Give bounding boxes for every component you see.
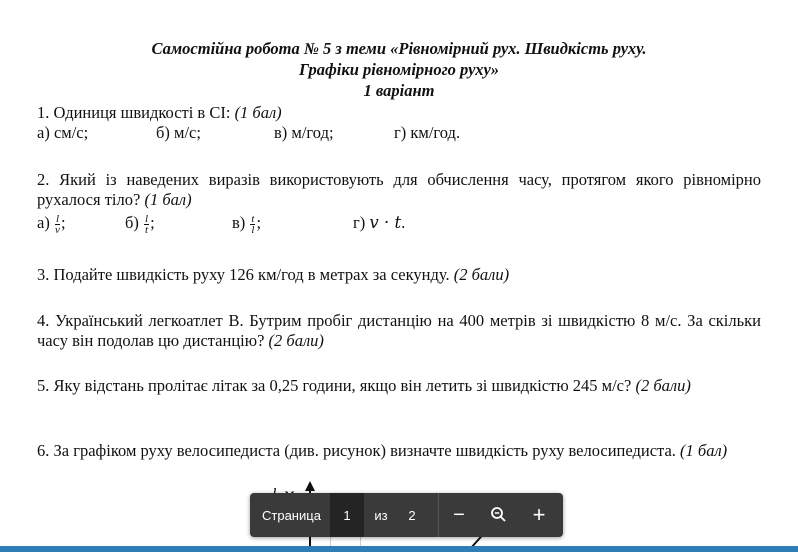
question-3 (37, 265, 761, 285)
question-3-points: (2 бали) (453, 265, 510, 284)
option-c: в) м/год; (274, 123, 334, 142)
question-2-options (37, 210, 761, 236)
zoom-in-button[interactable] (519, 493, 559, 537)
page-label: Страница (262, 507, 321, 523)
question-4-points: (2 бали) (268, 331, 324, 350)
pdf-toolbar (250, 493, 563, 537)
plus-icon: + (532, 502, 546, 527)
option-d: г) км/год. (394, 123, 461, 142)
of-label: из (374, 507, 388, 523)
option-a: а) см/с; (37, 123, 89, 142)
question-5-text: 5. Яку відстань пролітає літак за 0,25 години, якщо він летить зі швидкістю 245 м/с? (37, 376, 636, 395)
zoom-reset-button[interactable] (479, 493, 519, 537)
option-c: в) $\frac{t}{l}$ ; (232, 212, 262, 236)
question-6-points: (1 бал) (680, 441, 728, 460)
question-2-text: 2. Який із наведених виразів використовують для обчислення часу, протягом якого рівномірно рухалося тіло? (37, 170, 761, 209)
current-page-input[interactable]: 1 (330, 493, 364, 537)
question-4 (37, 311, 761, 351)
minus-icon: − (453, 503, 465, 526)
question-6-text: 6. За графіком руху велосипедиста (див. рисунок) визначте швидкість руху велосипедиста. (37, 441, 681, 460)
question-3-text: 3. Подайте швидкість руху 126 км/год в метрах за секунду. (37, 265, 454, 284)
question-1 (37, 103, 761, 143)
total-pages: 2 (408, 507, 416, 523)
magnifier-icon (490, 506, 508, 524)
title-line-1: Самостійна робота № 5 з теми «Рівномірний рух. Швидкість руху. (151, 39, 647, 58)
viewer-bottom-bar (0, 546, 798, 552)
question-6 (37, 441, 761, 461)
question-2-points: (1 бал) (144, 190, 192, 209)
question-1-points: (1 бал) (234, 103, 282, 122)
title-line-2: Графіки рівномірного руху» (298, 60, 500, 79)
worksheet-title (0, 38, 798, 101)
question-1-text: 1. Одиниця швидкості в СІ: (37, 103, 235, 122)
question-1-options (37, 123, 761, 143)
question-4-text: 4. Український легкоатлет В. Бутрим пробіг дистанцію на 400 метрів зі швидкістю 8 м/с. За скільки часу він подолав цю дистанцію? (37, 311, 761, 350)
option-a: а) $\frac{l}{v}$ ; (37, 212, 66, 236)
option-b: б) м/с; (156, 123, 201, 142)
question-2 (37, 170, 761, 236)
zoom-out-button[interactable] (439, 493, 479, 537)
title-variant: 1 варіант (363, 81, 435, 100)
question-5 (37, 376, 761, 396)
option-b: б) $\frac{l}{t}$ ; (125, 212, 155, 236)
option-d: г) v · t. (353, 213, 406, 232)
question-5-points: (2 бали) (635, 376, 691, 395)
